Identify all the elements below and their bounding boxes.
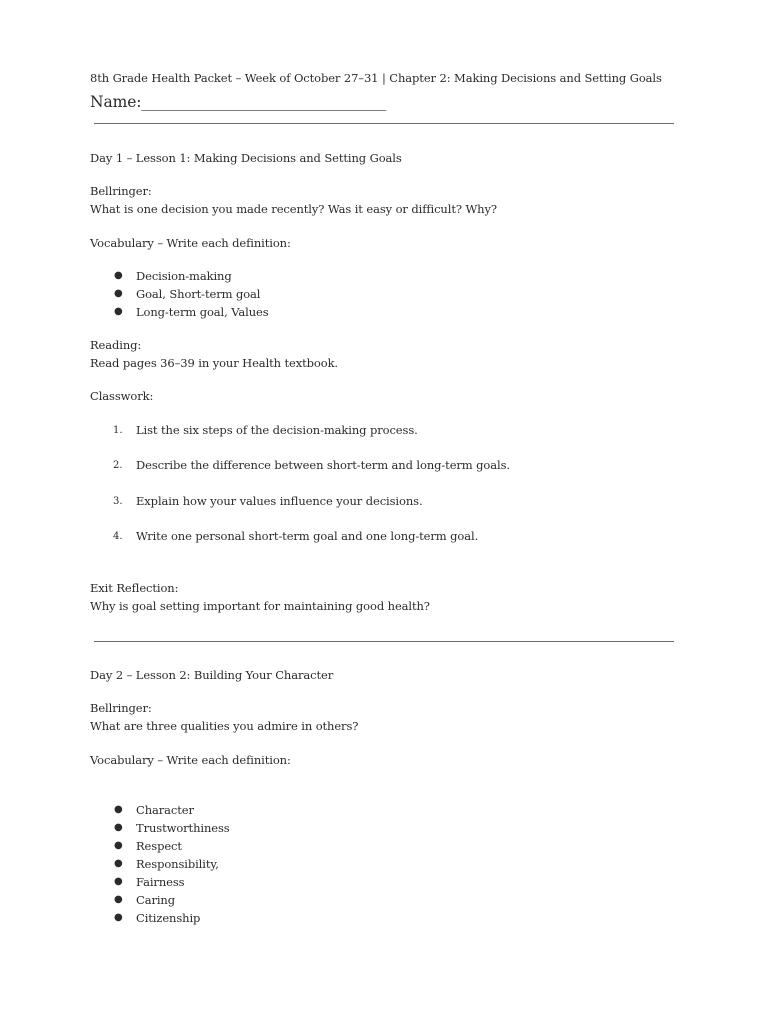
day1-bellringer-label: Bellringer: <box>90 184 152 198</box>
list-item: List the six steps of the decision-making process. <box>136 423 418 437</box>
bullet-icon: ● <box>114 894 123 905</box>
bullet-icon: ● <box>114 858 123 869</box>
bullet-icon: ● <box>114 270 123 281</box>
day1-bellringer-question: What is one decision you made recently? Was it easy or difficult? Why? <box>90 202 497 216</box>
day1-reading-text: Read pages 36–39 in your Health textbook. <box>90 356 338 370</box>
divider-top <box>94 123 674 124</box>
list-item: Describe the difference between short-term and long-term goals. <box>136 458 510 472</box>
day2-bellringer-question: What are three qualities you admire in others? <box>90 719 359 733</box>
bullet-icon: ● <box>114 840 123 851</box>
day1-exit-label: Exit Reflection: <box>90 581 179 595</box>
divider-middle <box>94 641 674 642</box>
list-item: Caring <box>136 893 175 907</box>
bullet-icon: ● <box>114 822 123 833</box>
packet-title: 8th Grade Health Packet – Week of October 27–31 | Chapter 2: Making Decisions and Setting Goals <box>90 71 662 85</box>
list-item: Trustworthiness <box>136 821 230 835</box>
list-item: Respect <box>136 839 182 853</box>
list-number: 4. <box>113 531 123 542</box>
list-item: Character <box>136 803 194 817</box>
day1-classwork-label: Classwork: <box>90 389 154 403</box>
list-item: Goal, Short-term goal <box>136 287 261 301</box>
list-number: 3. <box>113 496 123 507</box>
list-item: Responsibility, <box>136 857 219 871</box>
list-item: Explain how your values influence your decisions. <box>136 494 423 508</box>
bullet-icon: ● <box>114 306 123 317</box>
bullet-icon: ● <box>114 912 123 923</box>
day2-vocab-label: Vocabulary – Write each definition: <box>90 753 291 767</box>
list-item: Fairness <box>136 875 185 889</box>
bullet-icon: ● <box>114 804 123 815</box>
day1-exit-question: Why is goal setting important for maintaining good health? <box>90 599 430 613</box>
bullet-icon: ● <box>114 288 123 299</box>
day2-bellringer-label: Bellringer: <box>90 701 152 715</box>
list-item: Long-term goal, Values <box>136 305 269 319</box>
day1-vocab-label: Vocabulary – Write each definition: <box>90 236 291 250</box>
day2-heading: Day 2 – Lesson 2: Building Your Character <box>90 668 334 682</box>
day1-heading: Day 1 – Lesson 1: Making Decisions and Setting Goals <box>90 151 402 165</box>
list-number: 2. <box>113 460 123 471</box>
list-item: Write one personal short-term goal and one long-term goal. <box>136 529 479 543</box>
list-number: 1. <box>113 425 123 436</box>
name-field-label: Name:________________________________ <box>90 93 387 111</box>
list-item: Decision-making <box>136 269 232 283</box>
bullet-icon: ● <box>114 876 123 887</box>
list-item: Citizenship <box>136 911 201 925</box>
day1-reading-label: Reading: <box>90 338 142 352</box>
